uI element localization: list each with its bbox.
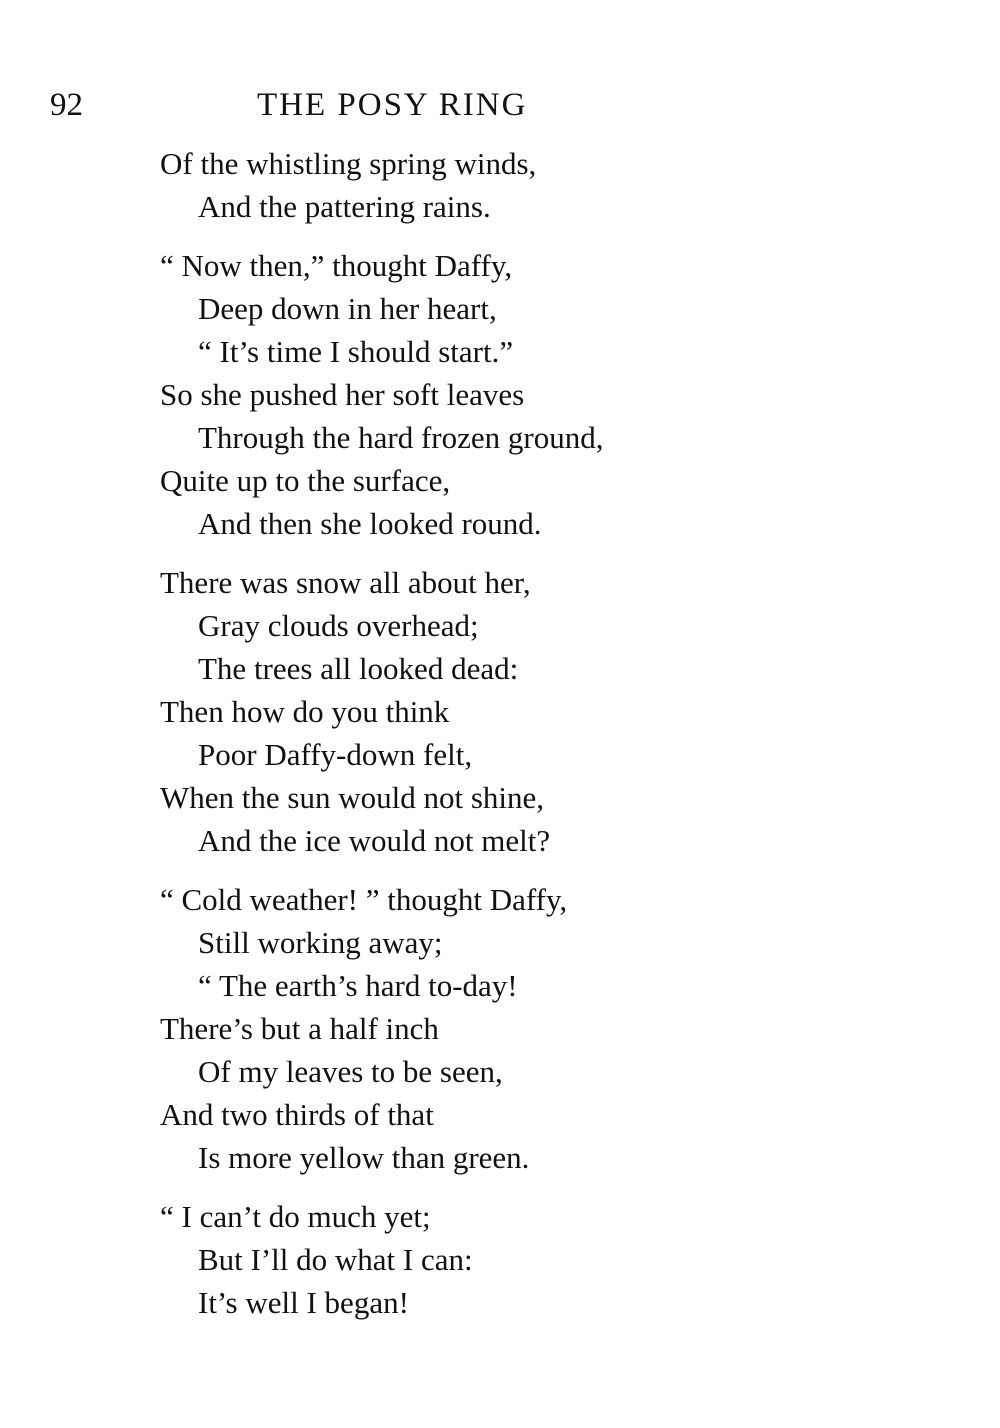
poem-line: “ Cold weather! ” thought Daffy, bbox=[160, 882, 568, 917]
poem-line: Poor Daffy-down felt, bbox=[198, 737, 473, 772]
stanza bbox=[160, 142, 940, 228]
poem-line: And the pattering rains. bbox=[198, 189, 491, 224]
poem-line: Still working away; bbox=[198, 925, 443, 960]
poem-line: “ Now then,” thought Daffy, bbox=[160, 248, 513, 283]
poem-body bbox=[160, 142, 940, 1340]
poem-line: When the sun would not shine, bbox=[160, 780, 545, 815]
poem-line: Of my leaves to be seen, bbox=[198, 1054, 503, 1089]
poem-line: There was snow all about her, bbox=[160, 565, 531, 600]
poem-line: And two thirds of that bbox=[160, 1097, 434, 1132]
stanza bbox=[160, 878, 940, 1179]
stanza bbox=[160, 561, 940, 862]
poem-line: Through the hard frozen ground, bbox=[198, 420, 604, 455]
page-number: 92 bbox=[50, 87, 83, 123]
poem-line: Deep down in her heart, bbox=[198, 291, 497, 326]
poem-line: There’s but a half inch bbox=[160, 1011, 439, 1046]
poem-line: “ The earth’s hard to-day! bbox=[198, 968, 518, 1003]
poem-line: Quite up to the surface, bbox=[160, 463, 451, 498]
running-title: THE POSY RING bbox=[257, 87, 528, 123]
poem-line: So she pushed her soft leaves bbox=[160, 377, 525, 412]
poem-line: And then she looked round. bbox=[198, 506, 542, 541]
poem-line: “ It’s time I should start.” bbox=[198, 334, 514, 369]
poem-line: It’s well I began! bbox=[198, 1285, 409, 1320]
poem-line: “ I can’t do much yet; bbox=[160, 1199, 431, 1234]
poem-line: Then how do you think bbox=[160, 694, 450, 729]
poem-line: And the ice would not melt? bbox=[198, 823, 551, 858]
poem-line: Is more yellow than green. bbox=[198, 1140, 530, 1175]
poem-line: The trees all looked dead: bbox=[198, 651, 519, 686]
poem-line: Gray clouds overhead; bbox=[198, 608, 479, 643]
poem-line: Of the whistling spring winds, bbox=[160, 146, 537, 181]
stanza bbox=[160, 1195, 940, 1324]
poem-line: But I’ll do what I can: bbox=[198, 1242, 473, 1277]
stanza bbox=[160, 244, 940, 545]
